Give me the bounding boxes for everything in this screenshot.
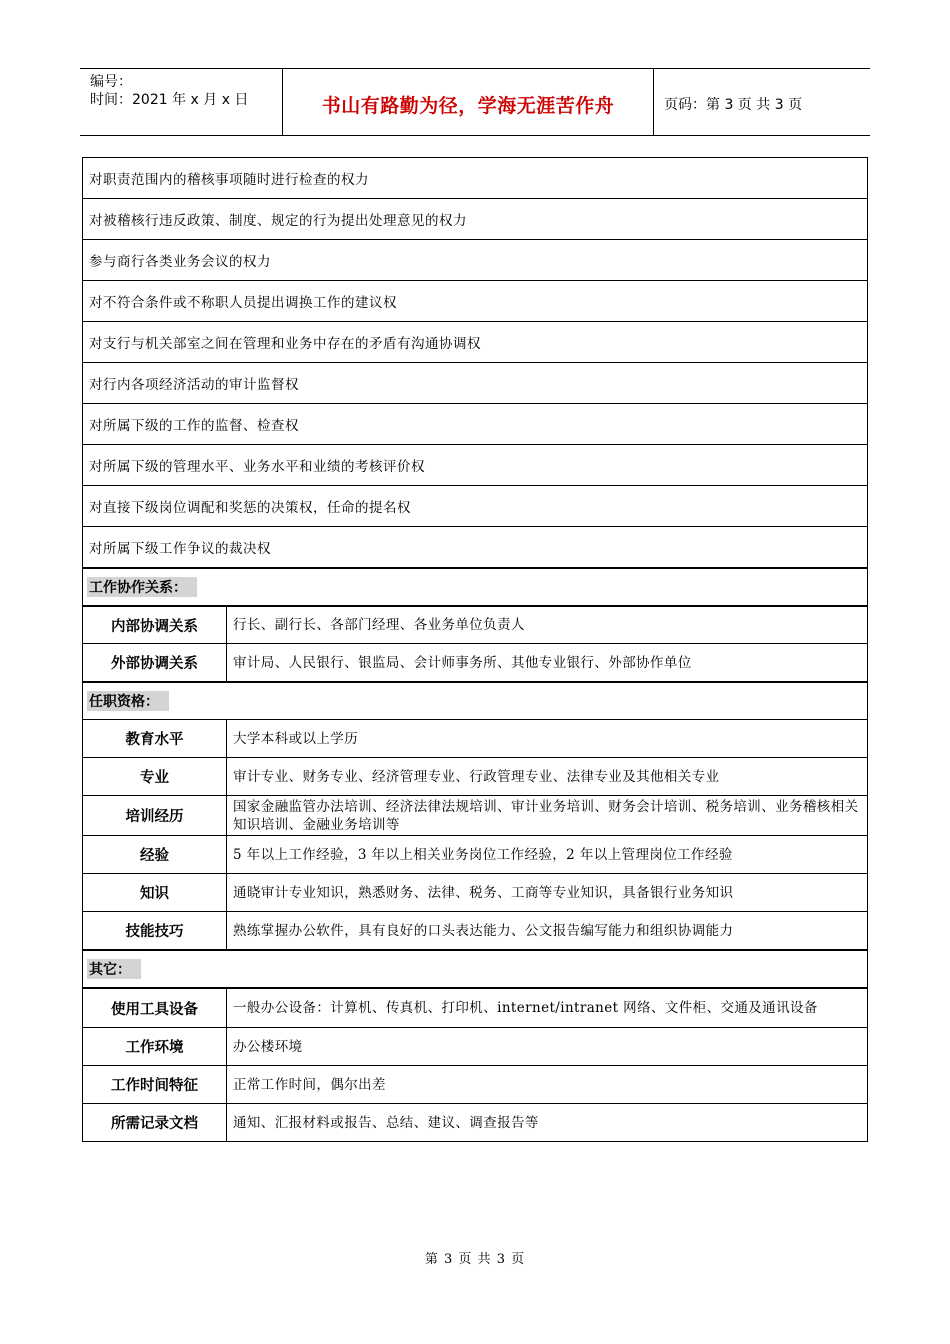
- qualification-row: [83, 835, 867, 873]
- header-slogan-cell: [283, 69, 654, 135]
- authority-row: [83, 157, 867, 198]
- authority-row: [83, 198, 867, 239]
- other-row: [83, 1103, 867, 1141]
- field-value: 审计专业、财务专业、经济管理专业、行政管理专业、法律专业及其他相关专业: [233, 768, 720, 785]
- authority-text: 对不符合条件或不称职人员提出调换工作的建议权: [89, 295, 397, 311]
- field-label: 技能技巧: [83, 912, 227, 949]
- authority-row: [83, 239, 867, 280]
- doc-date: 时间：2021 年 x 月 x 日: [90, 92, 249, 108]
- field-label: 使用工具设备: [83, 989, 227, 1027]
- qualification-row: [83, 795, 867, 835]
- authority-text: 对所属下级的工作的监督、检查权: [89, 418, 299, 434]
- field-label: 工作时间特征: [83, 1066, 227, 1103]
- authority-row: [83, 403, 867, 444]
- authority-text: 参与商行各类业务会议的权力: [89, 254, 271, 270]
- page-header: [80, 68, 870, 136]
- field-label: 知识: [83, 874, 227, 911]
- qualification-row: [83, 757, 867, 795]
- authority-text: 对支行与机关部室之间在管理和业务中存在的矛盾有沟通协调权: [89, 336, 481, 352]
- authority-text: 对被稽核行违反政策、制度、规定的行为提出处理意见的权力: [89, 213, 467, 229]
- field-value: 行长、副行长、各部门经理、各业务单位负责人: [233, 617, 525, 633]
- field-value: 办公楼环境: [233, 1038, 303, 1055]
- field-value: 熟练掌握办公软件，具有良好的口头表达能力、公文报告编写能力和组织协调能力: [233, 922, 734, 939]
- field-label: 教育水平: [83, 720, 227, 757]
- section-title: 其它：: [87, 959, 141, 979]
- field-value: 通晓审计专业知识，熟悉财务、法律、税务、工商等专业知识，具备银行业务知识: [233, 884, 734, 901]
- field-value: 正常工作时间，偶尔出差: [233, 1076, 386, 1093]
- other-row: [83, 1027, 867, 1065]
- job-description-table: [82, 157, 868, 1142]
- header-meta: [80, 69, 283, 135]
- cooperation-row: [83, 605, 867, 643]
- field-label: 内部协调关系: [83, 607, 227, 643]
- authority-text: 对所属下级工作争议的裁决权: [89, 541, 271, 557]
- cooperation-row: [83, 643, 867, 681]
- field-label: 专业: [83, 758, 227, 795]
- other-row: [83, 1065, 867, 1103]
- field-value: 国家金融监管办法培训、经济法律法规培训、审计业务培训、财务会计培训、税务培训、业务稽核相关知识培训、金融业务培训等: [233, 798, 859, 833]
- other-row: [83, 987, 867, 1027]
- qualification-row: [83, 873, 867, 911]
- section-title: 工作协作关系：: [87, 577, 197, 597]
- field-value: 一般办公设备：计算机、传真机、打印机、internet/intranet 网络、文件柜、交通及通讯设备: [233, 1000, 818, 1016]
- field-value: 大学本科或以上学历: [233, 730, 359, 747]
- page-footer: 第 3 页 共 3 页: [424, 1252, 526, 1267]
- authority-text: 对所属下级的管理水平、业务水平和业绩的考核评价权: [89, 459, 425, 475]
- authority-text: 对直接下级岗位调配和奖惩的决策权，任命的提名权: [89, 500, 411, 516]
- header-page-cell: [654, 69, 870, 135]
- authority-row: [83, 444, 867, 485]
- field-label: 经验: [83, 836, 227, 873]
- section-qualifications: [83, 681, 867, 719]
- qualification-row: [83, 911, 867, 949]
- authority-row: [83, 362, 867, 403]
- authority-text: 对行内各项经济活动的审计监督权: [89, 377, 299, 393]
- section-title: 任职资格：: [87, 691, 169, 711]
- authority-row: [83, 280, 867, 321]
- field-label: 所需记录文档: [83, 1104, 227, 1141]
- section-other: [83, 949, 867, 987]
- field-label: 工作环境: [83, 1028, 227, 1065]
- qualification-row: [83, 719, 867, 757]
- field-value: 通知、汇报材料或报告、总结、建议、调查报告等: [233, 1114, 539, 1131]
- field-label: 培训经历: [83, 796, 227, 835]
- field-value: 审计局、人民银行、银监局、会计师事务所、其他专业银行、外部协作单位: [233, 654, 692, 671]
- page-info: 页码：第 3 页 共 3 页: [664, 97, 803, 113]
- doc-number-label: 编号：: [90, 74, 132, 90]
- section-cooperation: [83, 567, 867, 605]
- authority-row: [83, 321, 867, 362]
- field-label: 外部协调关系: [83, 644, 227, 681]
- authority-row: [83, 485, 867, 526]
- slogan: 书山有路勤为径，学海无涯苦作舟: [321, 95, 615, 117]
- authority-text: 对职责范围内的稽核事项随时进行检查的权力: [89, 172, 369, 188]
- field-value: 5 年以上工作经验，3 年以上相关业务岗位工作经验，2 年以上管理岗位工作经验: [233, 846, 733, 863]
- authority-row: [83, 526, 867, 567]
